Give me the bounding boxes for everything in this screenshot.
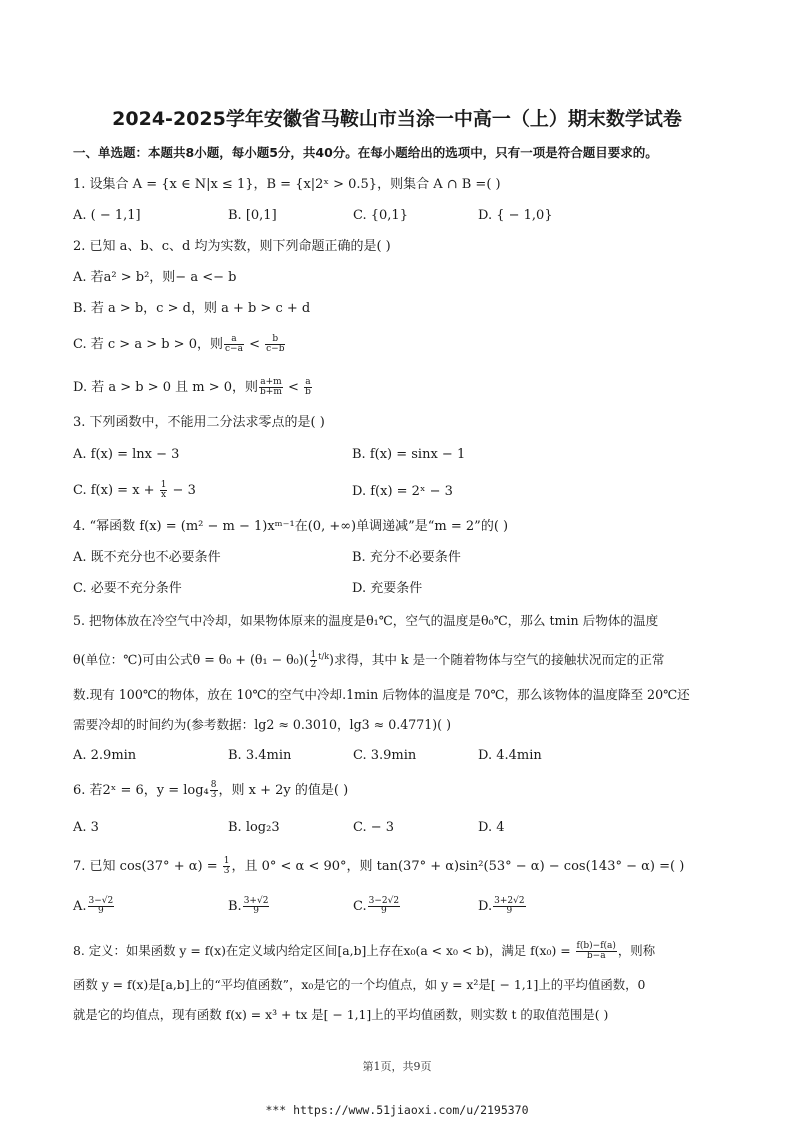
question-3-stem: 3. 下列函数中，不能用二分法求零点的是( ) [73, 415, 325, 430]
denominator: x [161, 490, 167, 500]
q7-d-fraction [493, 897, 525, 916]
option-letter: A. [73, 899, 87, 914]
question-8-line-2: 函数 y = f(x)是[a,b]上的“平均值函数”，x₀是它的一个均值点，如 y = x²是[ − 1,1]上的平均值函数，0 [73, 977, 646, 992]
q2-d-prefix: D. 若 a > b > 0 且 m > 0，则 [73, 380, 259, 395]
denominator: 9 [98, 906, 104, 916]
question-5-line-1: 5. 把物体放在冷空气中冷却，如果物体原来的温度是θ₁℃，空气的温度是θ₀℃，那么 tmin 后物体的温度 [73, 613, 659, 628]
numerator: 1 [310, 650, 317, 661]
question-6-stem [73, 781, 733, 800]
q4-option-c: C. 必要不充分条件 [73, 581, 182, 596]
numerator: a [224, 335, 244, 345]
numerator: 3−√2 [88, 896, 114, 906]
question-2-stem: 2. 已知 a、b、c、d 均为实数，则下列命题正确的是( ) [73, 239, 391, 254]
denominator: 9 [253, 906, 259, 916]
numerator: 1 [223, 856, 230, 866]
q6-stem-suffix: ，则 x + 2y 的值是( ) [218, 783, 349, 798]
question-5-line-3: 数.现有 100℃的物体，放在 10℃的空气中冷却.1min 后物体的温度是 70℃，那么该物体的温度降至 20℃还 [73, 687, 690, 702]
question-4-stem: 4. “幂函数 f(x) = (m² − m − 1)xᵐ⁻¹在(0, +∞)单调递减”是“m = 2”的( ) [73, 519, 509, 534]
q8-fraction [576, 942, 617, 961]
q6-fraction [210, 781, 218, 800]
denominator: b+m [260, 387, 282, 397]
source-watermark: *** https://www.51jiaoxi.com/u/2195370 [265, 1103, 529, 1117]
q8-line-1-prefix: 8. 定义：如果函数 y = f(x)在定义域内给定区间[a,b]上存在x₀(a < x₀ < b)，满足 f(x₀) = [73, 943, 575, 958]
numerator: a+m [260, 377, 282, 387]
denominator: 3 [210, 790, 217, 800]
q5-half-fraction [310, 651, 318, 670]
q2-c-fraction-1 [224, 335, 244, 354]
q3-c-fraction [160, 481, 168, 500]
option-letter: D. [478, 899, 493, 914]
numerator: a [305, 377, 311, 387]
q7-a-fraction [88, 897, 115, 916]
denominator: c−b [266, 344, 285, 354]
denominator: c−a [224, 344, 243, 354]
q7-option-c [353, 897, 401, 916]
q2-option-a: A. 若a² > b²，则− a <− b [73, 270, 237, 285]
question-7-stem [73, 857, 733, 876]
question-5-line-4: 需要冷却的时间约为(参考数据：lg2 ≈ 0.3010，lg3 ≈ 0.4771)( ) [73, 717, 452, 732]
question-1-stem: 1. 设集合 A = {x ∈ N|x ≤ 1}，B = {x|2ˣ > 0.5}，则集合 A ∩ B =( ) [73, 177, 501, 192]
q6-option-b: B. log₂3 [228, 820, 280, 835]
q5-option-c: C. 3.9min [353, 748, 417, 763]
q1-option-a: A. ( − 1,1] [73, 208, 141, 223]
q2-d-fraction-1 [259, 378, 283, 397]
numerator: 1 [160, 480, 167, 490]
q2-option-d [73, 378, 733, 397]
denominator: b−a [586, 951, 606, 961]
q2-d-fraction-2 [304, 378, 312, 397]
q3-option-d: D. f(x) = 2ˣ − 3 [352, 484, 453, 499]
denominator: 3 [223, 866, 230, 876]
q3-option-a: A. f(x) = lnx − 3 [73, 447, 180, 462]
q1-option-d: D. { − 1,0} [478, 208, 553, 223]
q6-stem-prefix: 6. 若2ˣ = 6，y = log₄ [73, 783, 209, 798]
q4-option-b: B. 充分不必要条件 [352, 550, 461, 565]
page-footer: 第1页，共9页 [362, 1060, 432, 1073]
q4-option-a: A. 既不充分也不必要条件 [73, 550, 221, 565]
numerator: 3−2√2 [368, 896, 400, 906]
q7-option-d [478, 897, 527, 916]
numerator: 3+√2 [243, 896, 269, 906]
q2-c-prefix: C. 若 c > a > b > 0，则 [73, 337, 223, 352]
denominator: 9 [380, 906, 387, 916]
q1-option-c: C. {0,1} [353, 208, 408, 223]
page-title: 2024-2025学年安徽省马鞍山市当涂一中高一（上）期末数学试卷 [112, 108, 682, 130]
denominator: b [305, 387, 311, 397]
q5-option-b: B. 3.4min [228, 748, 292, 763]
q8-line-1-suffix: ，则称 [617, 943, 656, 958]
less-than: < [244, 337, 265, 352]
q2-option-c [73, 335, 733, 354]
q5-option-d: D. 4.4min [478, 748, 542, 763]
q6-option-c: C. − 3 [353, 820, 395, 835]
q6-option-a: A. 3 [73, 820, 99, 835]
q5-formula-suffix: )求得，其中 k 是一个随着物体与空气的接触状况而定的正常 [329, 652, 665, 668]
option-letter: B. [228, 899, 242, 914]
less-than: < [283, 380, 304, 395]
q3-c-prefix: C. f(x) = x + [73, 483, 159, 498]
option-letter: C. [353, 899, 367, 914]
question-8-line-3: 就是它的均值点，现有函数 f(x) = x³ + tx 是[ − 1,1]上的平均值函数，则实数 t 的取值范围是( ) [73, 1007, 609, 1022]
numerator: 8 [210, 780, 217, 790]
q4-option-d: D. 充要条件 [352, 581, 423, 596]
q7-option-a [73, 897, 115, 916]
question-5-line-2 [73, 648, 733, 670]
q3-option-b: B. f(x) = sinx − 1 [352, 447, 466, 462]
q2-option-b: B. 若 a > b，c > d，则 a + b > c + d [73, 301, 311, 316]
q1-option-b: B. [0,1] [228, 208, 277, 223]
q7-fraction [223, 857, 231, 876]
q7-option-b [228, 897, 270, 916]
q7-stem-prefix: 7. 已知 cos(37° + α) = [73, 859, 222, 874]
question-8-line-1 [73, 942, 733, 961]
numerator: b [265, 335, 285, 345]
denominator: 9 [506, 906, 513, 916]
q3-c-suffix: − 3 [168, 483, 196, 498]
q7-c-fraction [368, 897, 400, 916]
q6-option-d: D. 4 [478, 820, 505, 835]
q7-b-fraction [243, 897, 270, 916]
denominator: 2 [310, 660, 317, 671]
exponent: t/k [318, 652, 330, 661]
section-heading: 一、单选题：本题共8小题，每小题5分，共40分。在每小题给出的选项中，只有一项是符合题目要求的。 [73, 145, 658, 160]
numerator: 3+2√2 [494, 896, 525, 906]
q5-option-a: A. 2.9min [73, 748, 137, 763]
numerator: f(b)−f(a) [576, 941, 616, 951]
q7-stem-suffix: ，且 0° < α < 90°，则 tan(37° + α)sin²(53° − α) − cos(143° − α) =( ) [231, 859, 685, 874]
q5-formula-prefix: θ(单位：℃)可由公式θ = θ₀ + (θ₁ − θ₀)( [73, 652, 309, 668]
q2-c-fraction-2 [265, 335, 285, 354]
q3-option-c [73, 481, 196, 500]
